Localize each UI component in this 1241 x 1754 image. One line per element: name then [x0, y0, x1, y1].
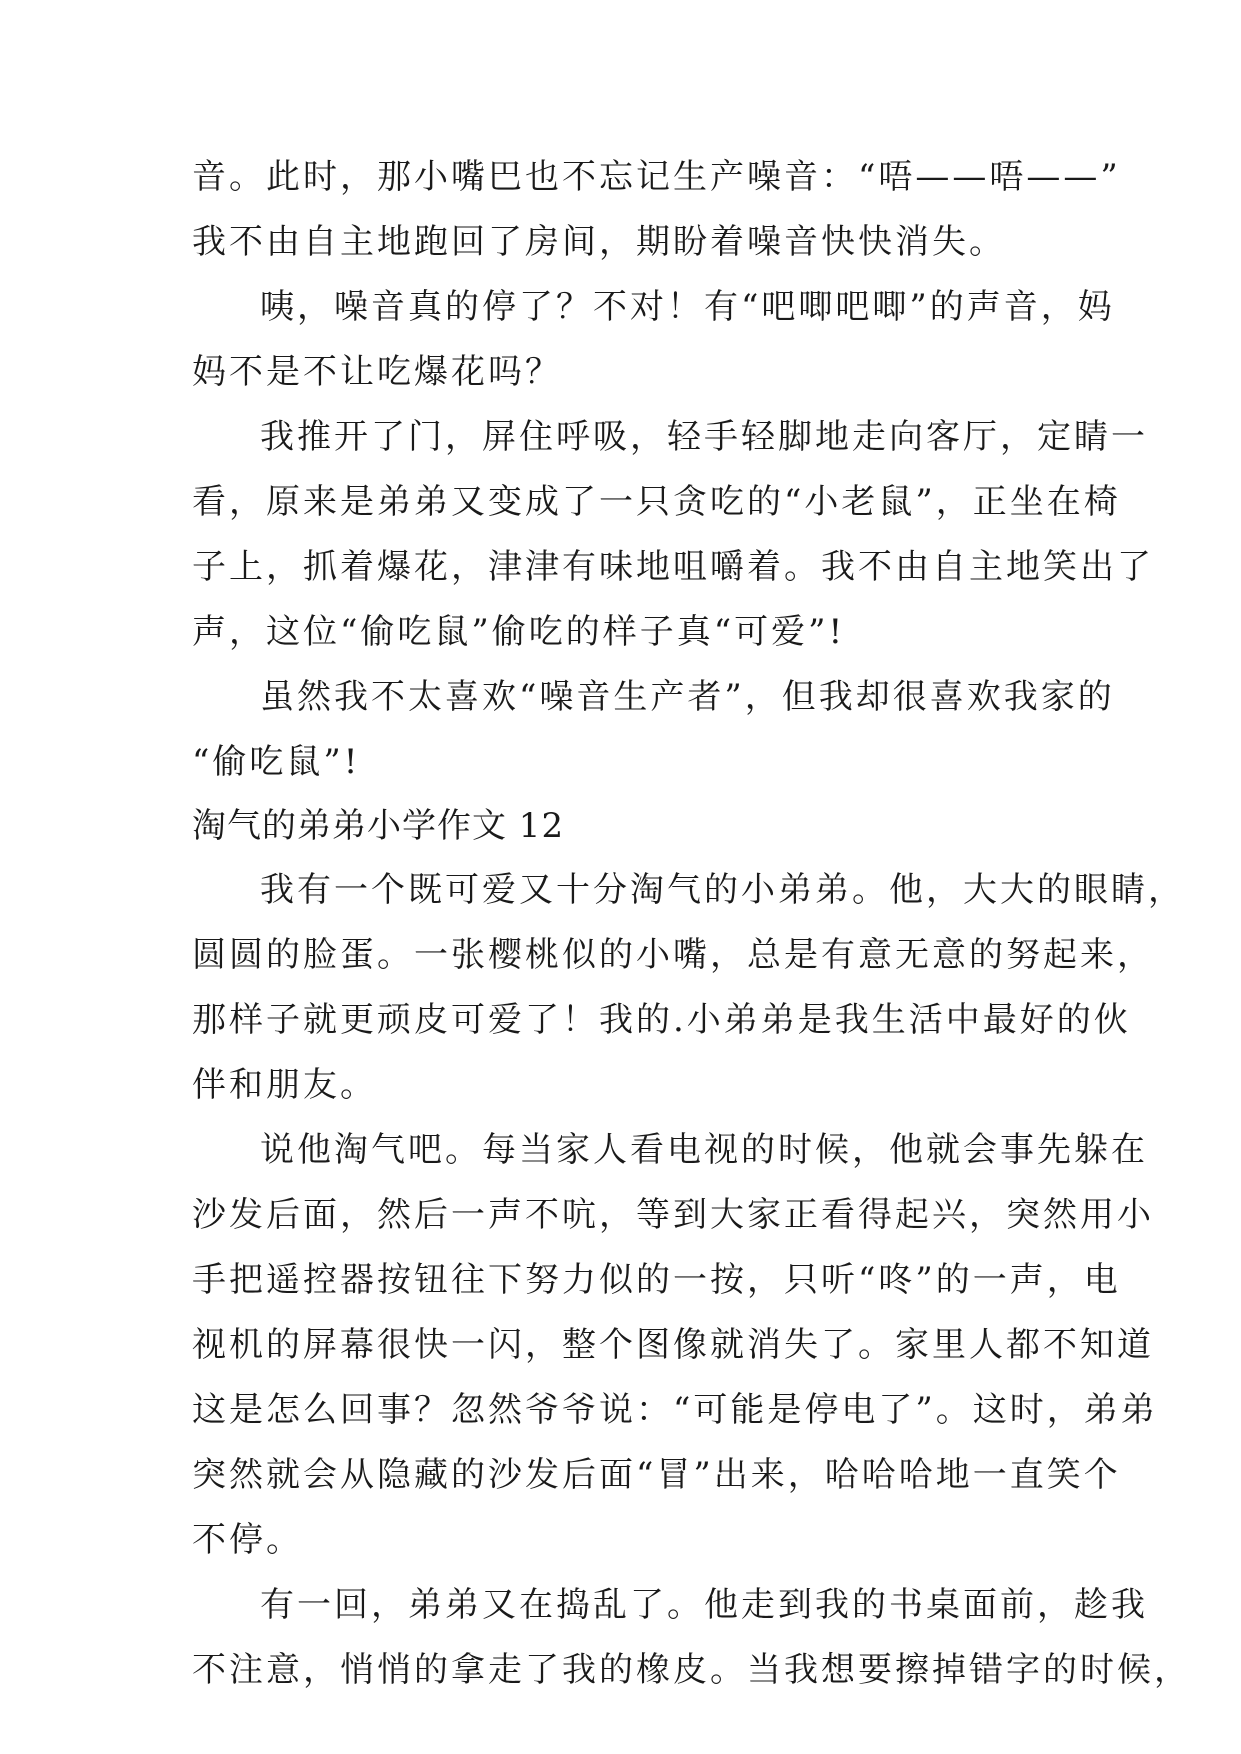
paragraph-start-line: 有一回，弟弟又在捣乱了。他走到我的书桌面前，趁我 — [260, 1585, 1148, 1625]
text-line: 沙发后面，然后一声不吭，等到大家正看得起兴，突然用小 — [192, 1195, 1154, 1235]
text-line: 突然就会从隐藏的沙发后面“冒”出来，哈哈哈地一直笑个 — [192, 1455, 1121, 1495]
text-line: 声，这位“偷吃鼠”偷吃的样子真“可爱”! — [192, 612, 846, 652]
text-line: 不注意，悄悄的拿走了我的橡皮。当我想要擦掉错字的时候， — [192, 1650, 1191, 1690]
text-line: 手把遥控器按钮往下努力似的一按，只听“咚”的一声，电 — [192, 1260, 1121, 1300]
paragraph-start-line: 我推开了门，屏住呼吸，轻手轻脚地走向客厅，定睛一 — [260, 417, 1148, 457]
text-line: 子上，抓着爆花，津津有味地咀嚼着。我不由自主地笑出了 — [192, 547, 1154, 587]
text-line: 妈不是不让吃爆花吗？ — [192, 352, 562, 392]
paragraph-start-line: 虽然我不太喜欢“噪音生产者”，但我却很喜欢我家的 — [260, 677, 1115, 717]
text-line: 圆圆的脸蛋。一张樱桃似的小嘴，总是有意无意的努起来， — [192, 935, 1154, 975]
text-line: 那样子就更顽皮可爱了！我的.小弟弟是我生活中最好的伙 — [192, 1000, 1131, 1040]
paragraph-start-line: 我有一个既可爱又十分淘气的小弟弟。他，大大的眼睛， — [260, 870, 1185, 910]
text-line: 我不由自主地跑回了房间，期盼着噪音快快消失。 — [192, 222, 1006, 262]
document-body — [192, 145, 1191, 1703]
text-line: 视机的屏幕很快一闪，整个图像就消失了。家里人都不知道 — [192, 1325, 1154, 1365]
text-line: 伴和朋友。 — [192, 1065, 377, 1105]
paragraph-start-line: 说他淘气吧。每当家人看电视的时候，他就会事先躲在 — [260, 1130, 1148, 1170]
paragraph-start-line: 咦，噪音真的停了？不对！有“吧唧吧唧”的声音，妈 — [260, 287, 1115, 327]
text-line: “偷吃鼠”! — [192, 742, 361, 782]
text-line: 看，原来是弟弟又变成了一只贪吃的“小老鼠”，正坐在椅 — [192, 482, 1121, 522]
text-line: 不停。 — [192, 1520, 303, 1560]
text-line: 这是怎么回事？忽然爷爷说：“可能是停电了”。这时，弟弟 — [192, 1390, 1158, 1430]
text-line: 音。此时，那小嘴巴也不忘记生产噪音：“唔——唔——” — [192, 157, 1121, 197]
essay-title: 淘气的弟弟小学作文 12 — [192, 806, 565, 846]
